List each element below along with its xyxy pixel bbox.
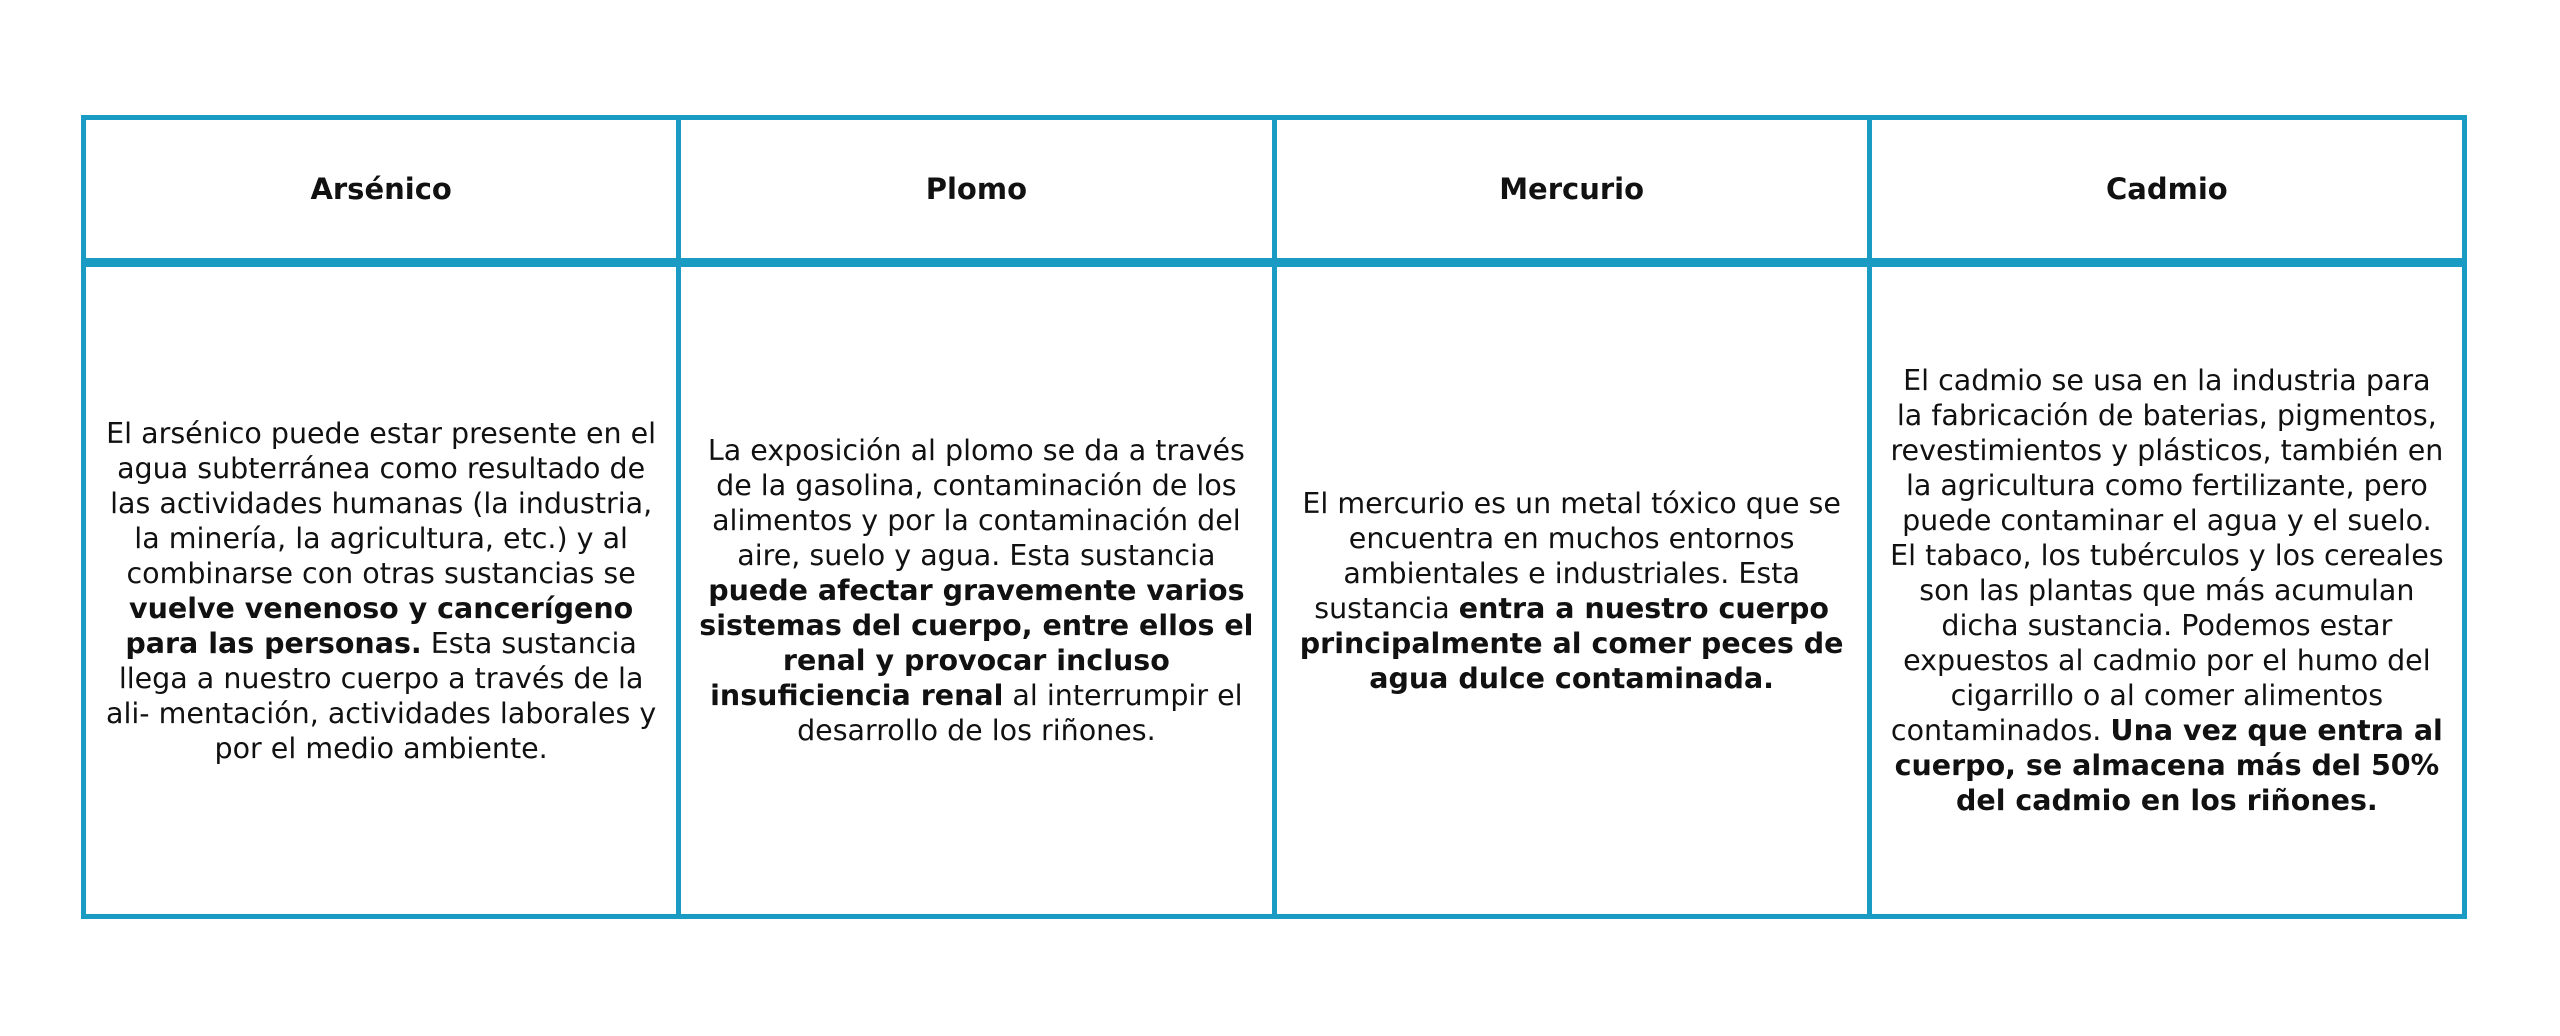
cell-arsenico	[84, 263, 679, 917]
cell-arsenico-text-end: Esta sustancia llega a nuestro cuerpo a través de la ali- mentación, actividades laborales y por el medio ambiente.	[105, 626, 657, 765]
cell-plomo	[679, 263, 1274, 917]
content-row	[84, 263, 2465, 917]
header-arsenico: Arsénico	[84, 118, 679, 263]
table-body	[84, 263, 2465, 917]
cell-mercurio-text: El mercurio es un metal tóxico que se encuentra en muchos entornos ambientales e industriales. Esta sustancia	[1302, 486, 1841, 625]
cell-arsenico-bold: vuelve venenoso y cancerígeno para las personas.	[125, 591, 634, 660]
header-mercurio: Mercurio	[1274, 118, 1869, 263]
cell-mercurio-bold: entra a nuestro cuerpo principalmente al comer peces de agua dulce contaminada.	[1299, 591, 1844, 695]
cell-cadmio-bold: Una vez que entra al cuerpo, se almacena más del 50% del cadmio en los riñones.	[1894, 714, 2443, 817]
header-plomo: Plomo	[679, 118, 1274, 263]
metals-comparison-table	[81, 115, 2467, 919]
header-row	[84, 118, 2465, 263]
header-cadmio: Cadmio	[1869, 118, 2464, 263]
cell-plomo-text: La exposición al plomo se da a través de la gasolina, contaminación de los alimentos y por la contaminación del aire, suelo y agua. Esta sustancia	[707, 434, 1245, 572]
cell-plomo-bold: puede afectar gravemente varios sistemas del cuerpo, entre ellos el renal y provocar incluso insuficiencia renal	[699, 574, 1254, 712]
cell-cadmio-text: El cadmio se usa en la industria para la fabricación de baterias, pigmentos, revestimientos y plásticos, también en la agricultura como fertilizante, pero puede contaminar el agua y el suelo. El tabaco, los tubérculos y los cereales son las plantas que más acumulan dicha sustancia. Podemos estar expuestos al cadmio por el humo del cigarrillo o al comer alimentos contaminados.	[1890, 364, 2444, 747]
cell-arsenico-text: El arsénico puede estar presente en el agua subterránea como resultado de las actividades humanas (la industria, la minería, la agricultura, etc.) y al combinarse con otras sustancias se	[106, 416, 657, 590]
cell-plomo-text-end: al interrumpir el desarrollo de los riñones.	[797, 679, 1243, 747]
cell-cadmio	[1869, 263, 2464, 917]
cell-mercurio	[1274, 263, 1869, 917]
table-header	[84, 118, 2465, 263]
